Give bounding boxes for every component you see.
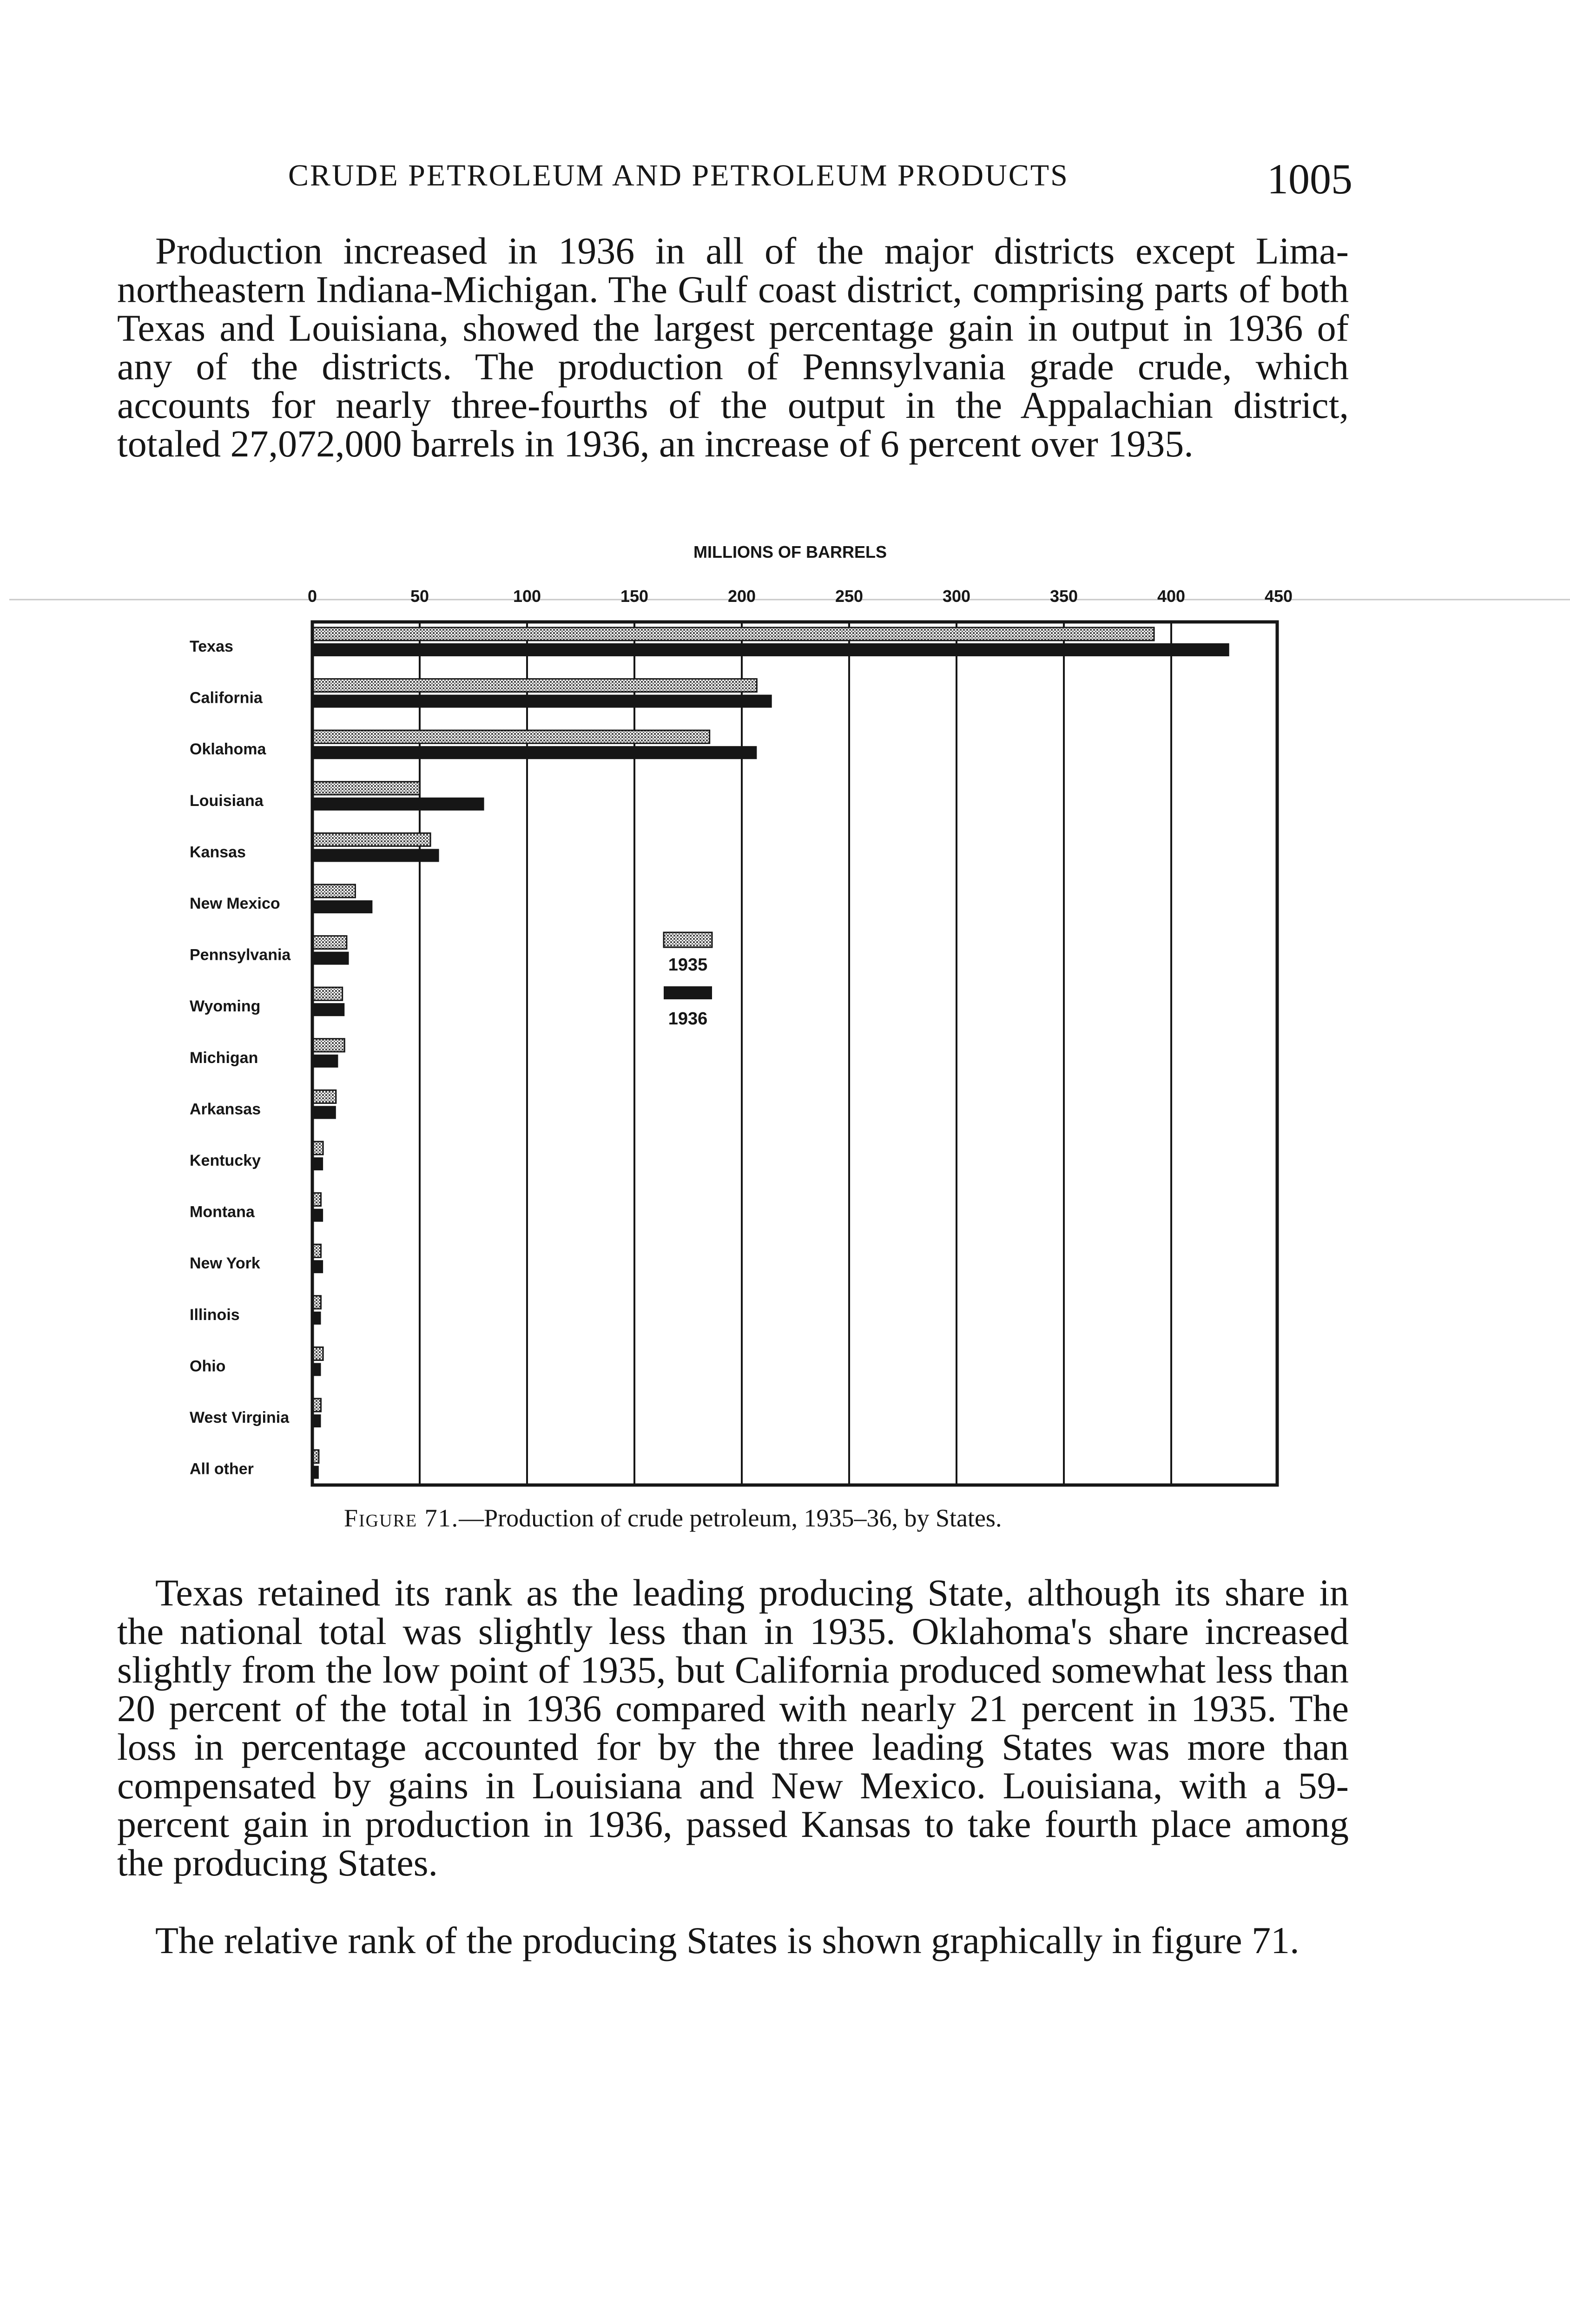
paragraph-state-rank: Texas retained its rank as the leading producing State, although its share in the national total was slightly less than in 1935. Oklahoma's share increased slightly from the low point of 1935, but California produced somewhat less than 20 percent of the total in 1936 compared with nearly 21 percent in 1935. The loss in percentage accounted for by the three leading States was more than compensated by gains in Louisiana and New Mexico. Louisiana, with a 59-percent gain in production in 1936, passed Kansas to take fourth place among the producing States. xyxy=(117,1571,1349,1884)
bar-1936-new-mexico xyxy=(312,900,372,913)
x-tick-label-200: 200 xyxy=(727,587,756,606)
x-tick-label-400: 400 xyxy=(1157,587,1186,606)
x-tick-label-350: 350 xyxy=(1049,587,1078,606)
chart-legend xyxy=(664,932,712,1029)
bar-1936-pennsylvania xyxy=(312,952,349,965)
bar-1936-louisiana xyxy=(312,798,484,811)
category-label-illinois: Illinois xyxy=(190,1306,240,1324)
bar-1935-oklahoma xyxy=(312,730,710,743)
figure-caption-text: —Production of crude petroleum, 1935–36, by States. xyxy=(459,1504,1002,1532)
x-tick-label-0: 0 xyxy=(307,587,317,606)
bar-1936-oklahoma xyxy=(312,746,757,759)
category-label-new-mexico: New Mexico xyxy=(190,895,280,912)
x-tick-label-100: 100 xyxy=(513,587,541,606)
x-tick-label-250: 250 xyxy=(835,587,864,606)
legend-swatch-1936 xyxy=(664,986,712,999)
category-label-kansas: Kansas xyxy=(190,843,246,861)
bar-chart-crude-production xyxy=(0,535,1570,1492)
running-head: CRUDE PETROLEUM AND PETROLEUM PRODUCTS xyxy=(288,158,1069,192)
bar-1935-louisiana xyxy=(312,782,420,795)
bar-1935-new-mexico xyxy=(312,885,355,898)
bar-1935-arkansas xyxy=(312,1090,336,1103)
category-label-pennsylvania: Pennsylvania xyxy=(190,946,291,964)
category-label-wyoming: Wyoming xyxy=(190,997,261,1016)
x-tick-label-450: 450 xyxy=(1264,587,1293,606)
bar-1936-texas xyxy=(312,643,1229,656)
bar-1935-michigan xyxy=(312,1039,344,1052)
figure-caption-lead: Figure 71. xyxy=(344,1504,459,1532)
x-tick-label-150: 150 xyxy=(620,587,649,606)
category-label-new-york: New York xyxy=(190,1254,260,1273)
bar-1935-kansas xyxy=(312,833,430,846)
category-label-louisiana: Louisiana xyxy=(190,792,264,810)
paragraph-production-districts: Production increased in 1936 in all of the major districts except Lima-northeastern Indiana-Michigan. The Gulf coast district, comprising parts of both Texas and Louisiana, showed the largest percentage gain in output in 1936 of any of the districts. The production of Pennsylvania grade crude, which accounts for nearly three-fourths of the output in the Appalachian district, totaled 27,072,000 barrels in 1936, an increase of 6 percent over 1935. xyxy=(117,230,1349,465)
category-label-arkansas: Arkansas xyxy=(190,1100,261,1118)
category-label-kentucky: Kentucky xyxy=(190,1152,261,1169)
chart-title: MILLIONS OF BARRELS xyxy=(693,542,887,561)
figure-caption xyxy=(344,1504,1002,1532)
category-label-texas: Texas xyxy=(190,638,233,655)
category-label-oklahoma: Oklahoma xyxy=(190,740,266,759)
category-label-michigan: Michigan xyxy=(190,1049,258,1067)
page-header xyxy=(116,154,1352,205)
bar-1935-california xyxy=(312,679,757,692)
page-number: 1005 xyxy=(1267,155,1352,203)
bar-1936-arkansas xyxy=(312,1106,336,1119)
paragraph-figure-reference: The relative rank of the producing States is shown graphically in figure 71. xyxy=(155,1919,1300,1961)
legend-label-1935: 1935 xyxy=(668,955,708,975)
category-label-california: California xyxy=(190,689,263,707)
x-tick-label-300: 300 xyxy=(942,587,971,606)
bar-1936-michigan xyxy=(312,1055,338,1068)
category-label-montana: Montana xyxy=(190,1203,255,1221)
legend-swatch-1935 xyxy=(664,932,712,947)
bar-1935-pennsylvania xyxy=(312,936,347,949)
category-label-all-other: All other xyxy=(190,1460,254,1478)
bar-1935-wyoming xyxy=(312,987,343,1000)
x-tick-label-50: 50 xyxy=(410,587,429,606)
legend-label-1936: 1936 xyxy=(668,1009,708,1029)
bar-1935-texas xyxy=(312,627,1154,640)
category-label-west-virginia: West Virginia xyxy=(190,1409,290,1426)
bar-1936-kansas xyxy=(312,849,439,862)
category-label-ohio: Ohio xyxy=(190,1357,226,1375)
bar-1936-wyoming xyxy=(312,1003,344,1016)
bar-1936-california xyxy=(312,695,772,708)
